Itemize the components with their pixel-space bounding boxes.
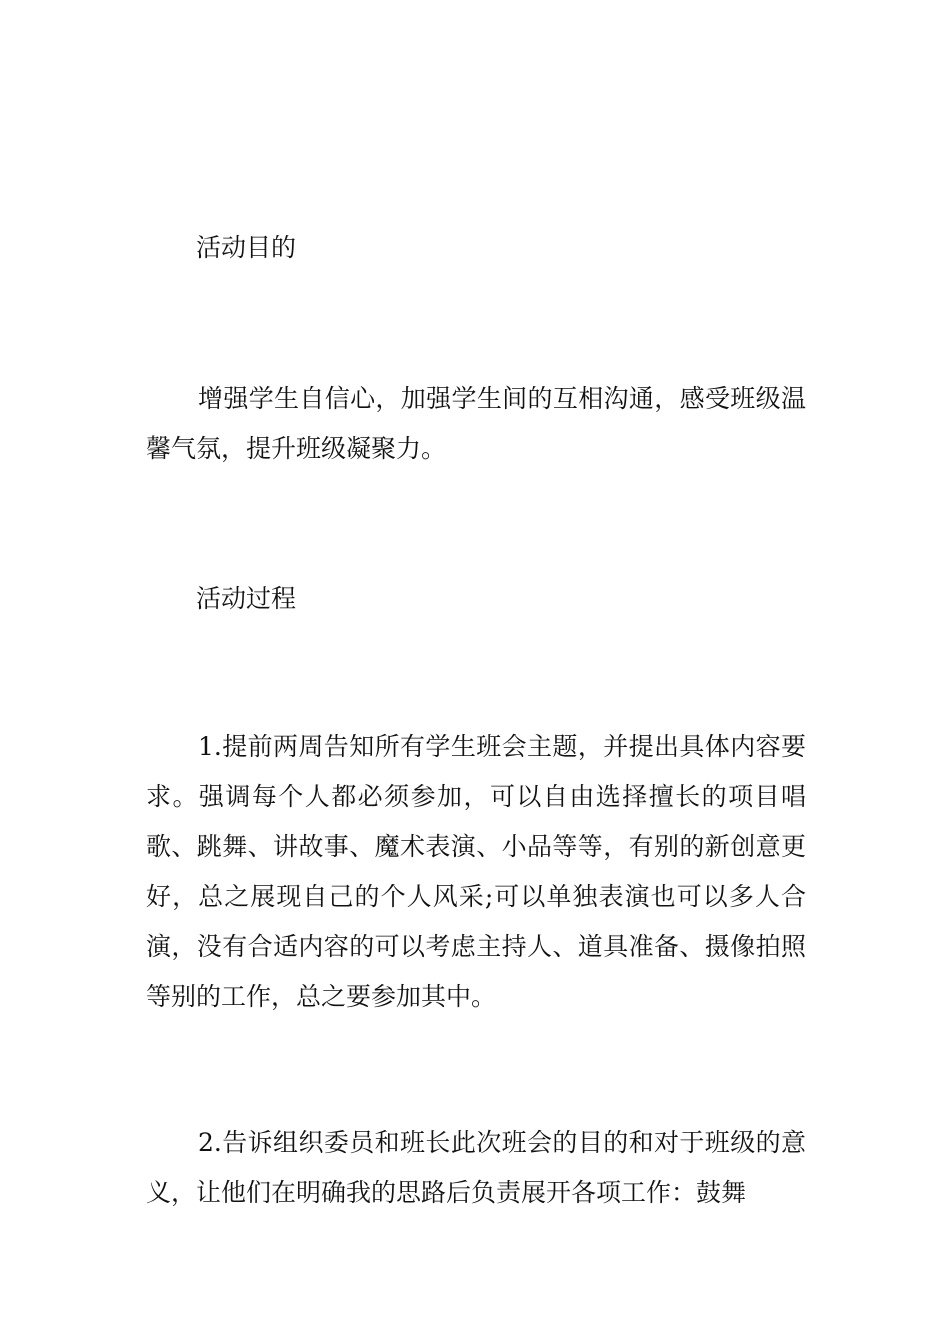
heading-activity-purpose: 活动目的 bbox=[196, 233, 297, 262]
paragraph-purpose: 增强学生自信心，加强学生间的互相沟通，感受班级温馨气氛，提升班级凝聚力。 bbox=[146, 384, 806, 463]
paragraph-process-step-2: 2.告诉组织委员和班长此次班会的目的和对于班级的意义，让他们在明确我的思路后负责展开各项工作：鼓舞 bbox=[146, 1128, 806, 1207]
paragraph-process-step-1: 1.提前两周告知所有学生班会主题，并提出具体内容要求。强调每个人都必须参加，可以自由选择擅长的项目唱歌、跳舞、讲故事、魔术表演、小品等等，有别的新创意更好，总之展现自己的个人风采;可以单独表演也可以多人合演，没有合适内容的可以考虑主持人、道具准备、摄像拍照等别的工作，总之要参加其中。 bbox=[146, 732, 806, 1011]
heading-activity-process: 活动过程 bbox=[196, 584, 297, 613]
